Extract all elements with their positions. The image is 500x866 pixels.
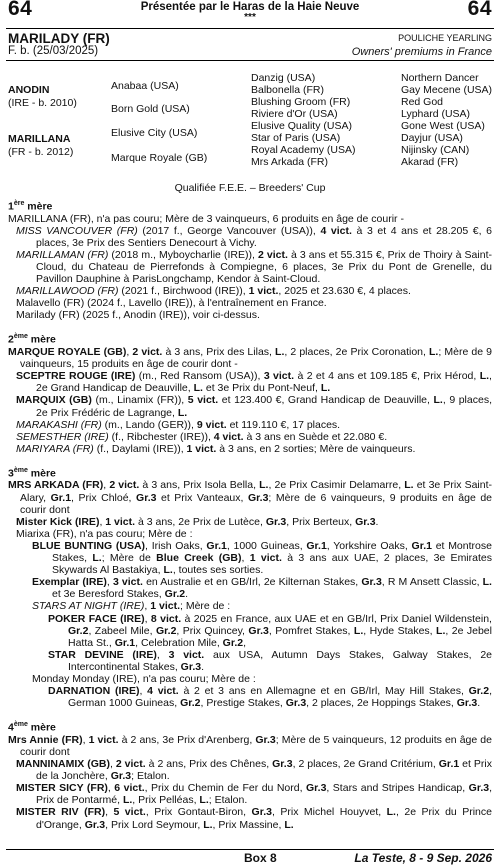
- produce-entry: STAR DEVINE (IRE), 3 vict. aux USA, Autumn Days Stakes, Galway Stakes, 2e Intercontinental Stakes, Gr.3.: [48, 648, 493, 673]
- produce-entry: MARILLANA (FR), n'a pas couru; Mère de 3 vainqueurs, 6 produits en âge de courir -: [8, 212, 404, 225]
- section-heading-3: 3ème mère: [8, 466, 56, 480]
- horse-category: POULICHE YEARLING: [398, 33, 492, 43]
- pedigree-gen2: Marque Royale (GB): [111, 152, 208, 164]
- produce-entry: STARS AT NIGHT (IRE), 1 vict.; Mère de :: [32, 600, 231, 613]
- qualification-line: Qualifiée F.E.E. – Breeders' Cup: [174, 182, 326, 194]
- produce-entry: DARNATION (IRE), 4 vict. à 2 et 3 ans en Allemagne et en GB/Irl, May Hill Stakes, Gr.2, German 1000 Guineas, Gr.2, Prestige Stakes, Gr.3, 2 places, 2e Hoppings Stakes, Gr.3.: [48, 685, 492, 710]
- produce-entry: Miarixa (FR), n'a pas couru; Mère de :: [16, 527, 193, 540]
- pedigree-gen3: Mrs Arkada (FR): [251, 156, 329, 168]
- produce-entry: MISTER RIV (FR), 5 vict., Prix Gontaut-Biron, Gr.3, Prix Michel Houyvet, L., 2e Prix du Prince d'Orange, Gr.3, Prix Lord Seymour, L., Prix Massine, L.: [16, 806, 492, 831]
- produce-entry: Monday Monday (IRE), n'a pas couru; Mère de :: [32, 672, 256, 685]
- pedigree-gen3: Riviere d'Or (USA): [251, 108, 338, 120]
- pedigree-gen4: Gay Mecene (USA): [401, 84, 493, 96]
- section-heading-2: 2ème mère: [8, 333, 56, 346]
- sale-info: La Teste, 8 - 9 Sep. 2026: [354, 851, 492, 865]
- produce-entry: SEMESTHER (IRE) (f., Ribchester (IRE)), 4 vict. à 3 ans en Suède et 22.080 €.: [16, 430, 388, 443]
- produce-entry: MARIYARA (FR) (f., Daylami (IRE)), 1 vict. à 3 ans, en 2 sorties; Mère de vainqueurs.: [16, 442, 416, 455]
- pedigree-gen4: Lyphard (USA): [401, 108, 471, 120]
- pedigree-gen4: Gone West (USA): [401, 120, 485, 132]
- pedigree-gen4: Dayjur (USA): [401, 132, 463, 144]
- produce-entry: SCEPTRE ROUGE (IRE) (m., Red Ransom (USA)), 3 vict. à 2 et 4 ans et 109.185 €, Prix Hérod, L., 2e Grand Handicap de Deauville, L. et 3e Prix du Pont-Neuf, L.: [16, 370, 492, 395]
- pedigree-gen4: Nijinsky (CAN): [401, 144, 470, 156]
- pedigree-divider: [6, 60, 494, 61]
- header-divider: [6, 28, 494, 29]
- produce-entry: MARILLAWOOD (FR) (2021 f., Birchwood (IRE)), 1 vict., 2025 et 23.630 €, 4 places.: [16, 285, 411, 298]
- pedigree-gen3: Royal Academy (USA): [251, 144, 356, 156]
- dam-produce-record: [8, 198, 492, 831]
- box-number: Box 8: [244, 851, 277, 865]
- pedigree-gen4: Akarad (FR): [401, 156, 459, 168]
- section-heading-1: 1ère mère: [8, 200, 53, 213]
- produce-entry: MARILLAMAN (FR) (2018 m., Myboycharlie (IRE)), 2 vict. à 3 ans et 55.315 €, Prix de Thoiry à Saint-Cloud, du Chateau de Pierrefonds à Compiegne, 6 places, 3e Prix du Pont de Grenelle, du Pavillon Dauphine à ParisLongchamp, Kendor à Saint-Cloud.: [16, 248, 492, 286]
- pedigree-gen3: Elusive Quality (USA): [251, 120, 352, 132]
- pedigree-gen3: Star of Paris (USA): [251, 132, 341, 144]
- produce-entry: MRS ARKADA (FR), 2 vict. à 3 ans, Prix Isola Bella, L., 2e Prix Casimir Delamarre, L. et 3e Prix Saint-Alary, Gr.1, Prix Chloé, Gr.3 et Prix Vanteaux, Gr.3; Mère de 6 vainqueurs, 9 produits en âge de courir dont: [8, 479, 492, 516]
- produce-entry: MANNINAMIX (GB), 2 vict. à 2 ans, Prix des Chênes, Gr.3, 2 places, 2e Grand Critérium, Gr.1 et Prix de la Jonchère, Gr.3; Etalon.: [16, 758, 492, 783]
- pedigree-gen4: Red God: [401, 96, 444, 108]
- produce-entry: BLUE BUNTING (USA), Irish Oaks, Gr.1, 1000 Guineas, Gr.1, Yorkshire Oaks, Gr.1 et Montrose Stakes, L.; Mère de Blue Creek (GB), 1 vict. à 3 ans aux UAE, 2 places, 3e Emirates Skywards Al Bastakiya, L., toutes ses sorties.: [32, 539, 492, 577]
- footer-divider: [6, 849, 494, 850]
- horse-sex-birth: F. b. (25/03/2025): [8, 45, 99, 57]
- pedigree-gen3: Danzig (USA): [251, 72, 316, 84]
- lot-number-right: 64: [467, 0, 492, 20]
- dam-info: (FR - b. 2012): [8, 146, 74, 158]
- produce-entry: Mrs Annie (FR), 1 vict. à 2 ans, 3e Prix d'Arenberg, Gr.3; Mère de 5 vainqueurs, 12 produits en âge de courir dont: [8, 733, 492, 758]
- pedigree-gen2: Born Gold (USA): [111, 103, 190, 115]
- pedigree-gen3: Blushing Groom (FR): [251, 96, 351, 108]
- produce-entry: MARAKASHI (FR) (m., Lando (GER)), 9 vict. et 119.110 €, 17 places.: [16, 418, 341, 431]
- pedigree-gen2: Anabaa (USA): [111, 80, 179, 92]
- pedigree-gen4: Northern Dancer: [401, 72, 479, 84]
- dam-name: MARILLANA: [8, 133, 71, 145]
- lot-number-left: 64: [8, 0, 33, 20]
- produce-entry: MARQUIX (GB) (m., Linamix (FR)), 5 vict. et 123.400 €, Grand Handicap de Deauville, L., 9 places, 2e Prix Frédéric de Lagrange, L.: [16, 394, 492, 419]
- produce-entry: MISTER SICY (FR), 6 vict., Prix du Chemin de Fer du Nord, Gr.3, Stars and Stripes Handicap, Gr.3, Prix de Pontarmé, L., Prix Pelléas, L.; Etalon.: [16, 782, 493, 807]
- consignor-title: Présentée par le Haras de la Haie Neuve: [140, 1, 360, 13]
- horse-name: MARILADY (FR): [8, 31, 110, 46]
- produce-entry: Exemplar (IRE), 3 vict. en Australie et en GB/Irl, 2e Kilternan Stakes, Gr.3, R M Ansett Classic, L. et 3e Beresford Stakes, Gr.2.: [32, 576, 492, 601]
- owners-premiums: Owners' premiums in France: [351, 46, 492, 58]
- pedigree-gen2: Elusive City (USA): [111, 127, 198, 139]
- produce-entry: MISS VANCOUVER (FR) (2017 f., George Vancouver (USA)), 4 vict. à 3 et 4 ans et 28.205 €, 6 places, 3e Prix des Sentiers Denecourt à Vichy.: [16, 224, 492, 249]
- produce-entry: Malavello (FR) (2024 f., Lavello (IRE)), à l'entraînement en France.: [16, 297, 327, 310]
- sire-name: ANODIN: [8, 84, 50, 96]
- produce-entry: Marilady (FR) (2025 f., Anodin (IRE)), voir ci-dessus.: [16, 309, 260, 322]
- pedigree-gen3: Balbonella (FR): [251, 84, 324, 96]
- produce-entry: POKER FACE (IRE), 8 vict. à 2025 en France, aux UAE et en GB/Irl, Prix Daniel Wildenstein, Gr.2, Zabeel Mile, Gr.2, Prix Quincey, Gr.3, Pomfret Stakes, L., Hyde Stakes, L., 2e Jebel Hatta St., Gr.1, Celebration Mile, Gr.2,: [48, 612, 492, 649]
- section-heading-4: 4ème mère: [8, 721, 56, 734]
- sire-info: (IRE - b. 2010): [8, 97, 77, 109]
- produce-entry: Mister Kick (IRE), 1 vict. à 3 ans, 2e Prix de Lutèce, Gr.3, Prix Berteux, Gr.3.: [16, 515, 379, 528]
- produce-entry: MARQUE ROYALE (GB), 2 vict. à 3 ans, Prix des Lilas, L., 2 places, 2e Prix Coronation, L.; Mère de 9 vainqueurs, 15 produits en âge de courir dont -: [8, 346, 492, 371]
- consignor-stars: ***: [244, 12, 256, 23]
